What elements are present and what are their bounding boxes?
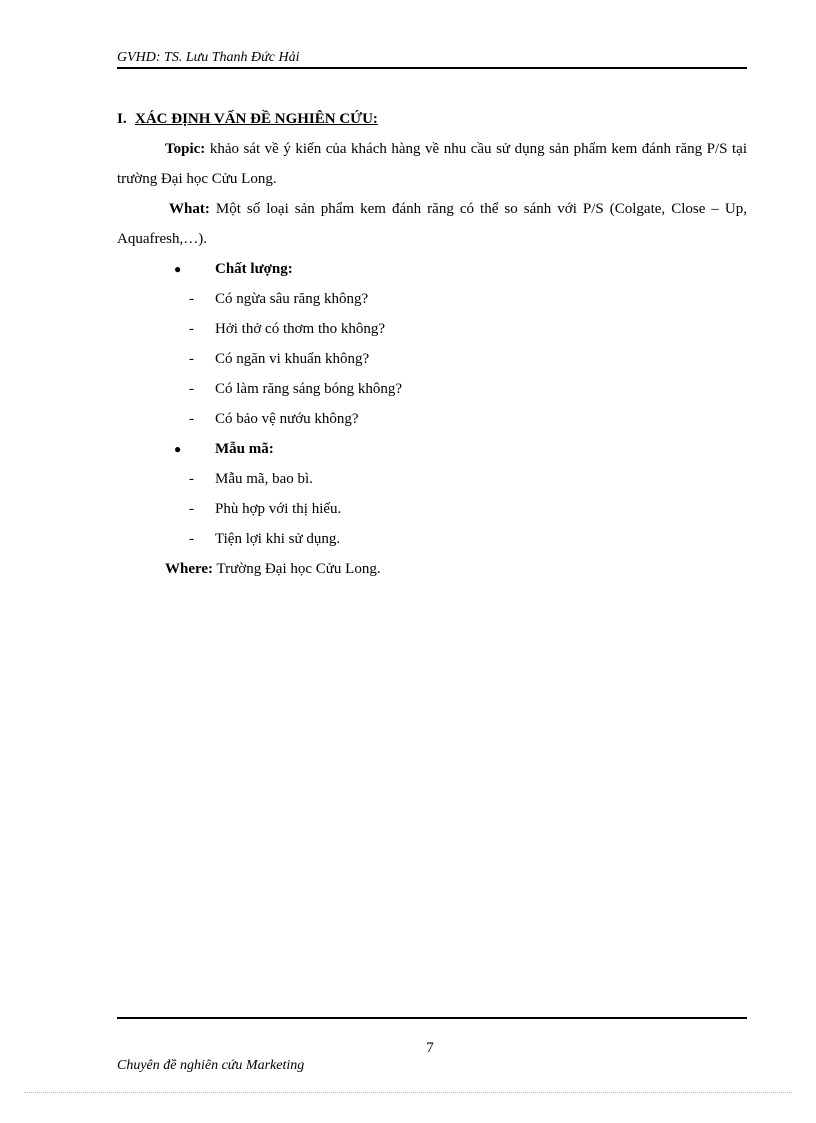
- topic-label: Topic:: [165, 141, 206, 157]
- section-title: XÁC ĐỊNH VẤN ĐỀ NGHIÊN CỨU:: [135, 111, 378, 127]
- where-text: Trường Đại học Cửu Long.: [213, 561, 381, 577]
- bullet-heading-design: [117, 434, 747, 464]
- page-footer: Chuyên đề nghiên cứu Marketing: [117, 1058, 305, 1073]
- bullet-heading-label: Chất lượng:: [215, 261, 293, 277]
- dash-icon: -: [189, 381, 194, 397]
- dash-icon: -: [189, 501, 194, 517]
- dash-icon: -: [189, 411, 194, 427]
- what-text: Một số loại sản phẩm kem đánh răng có thể so sánh với P/S (Colgate, Close – Up, Aquafresh,…).: [117, 201, 747, 247]
- bullet-icon: ●: [174, 442, 182, 456]
- what-paragraph: [117, 194, 747, 254]
- list-item-text: Có ngăn vi khuẩn không?: [215, 351, 370, 367]
- header-rule: [117, 67, 747, 69]
- list-item-text: Phù hợp với thị hiếu.: [215, 501, 342, 517]
- document-body: [117, 104, 747, 584]
- list-item: [117, 494, 747, 524]
- list-item: [117, 284, 747, 314]
- list-item-text: Có làm răng sáng bóng không?: [215, 381, 403, 397]
- list-item-text: Có ngừa sâu răng không?: [215, 291, 369, 307]
- list-item: [117, 344, 747, 374]
- bullet-heading-label: Mẫu mã:: [215, 441, 274, 457]
- list-item: [117, 524, 747, 554]
- where-label: Where:: [165, 561, 214, 577]
- dash-icon: -: [189, 351, 194, 367]
- page-edge-divider: [24, 1092, 792, 1093]
- list-item-text: Mẫu mã, bao bì.: [215, 471, 313, 487]
- topic-paragraph: [117, 134, 747, 194]
- section-number: I.: [117, 111, 127, 127]
- dash-icon: -: [189, 291, 194, 307]
- list-item: [117, 464, 747, 494]
- dash-icon: -: [189, 531, 194, 547]
- topic-text: khảo sát về ý kiến của khách hàng về nhu cầu sử dụng sản phẩm kem đánh răng P/S tại trường Đại học Cửu Long.: [117, 141, 747, 187]
- footer-rule: [117, 1017, 747, 1019]
- bullet-heading-quality: [117, 254, 747, 284]
- page-header: GVHD: TS. Lưu Thanh Đức Hải: [117, 50, 300, 65]
- list-item: [117, 314, 747, 344]
- list-item-text: Có bảo vệ nướu không?: [215, 411, 359, 427]
- what-label: What:: [169, 201, 210, 217]
- list-item-text: Tiện lợi khi sử dụng.: [215, 531, 341, 547]
- list-item: [117, 404, 747, 434]
- dash-icon: -: [189, 471, 194, 487]
- where-paragraph: [117, 554, 747, 584]
- bullet-icon: ●: [174, 262, 182, 276]
- list-item-text: Hởi thở có thơm tho không?: [215, 321, 386, 337]
- dash-icon: -: [189, 321, 194, 337]
- page-number: 7: [426, 1040, 434, 1056]
- list-item: [117, 374, 747, 404]
- section-heading: [117, 104, 747, 134]
